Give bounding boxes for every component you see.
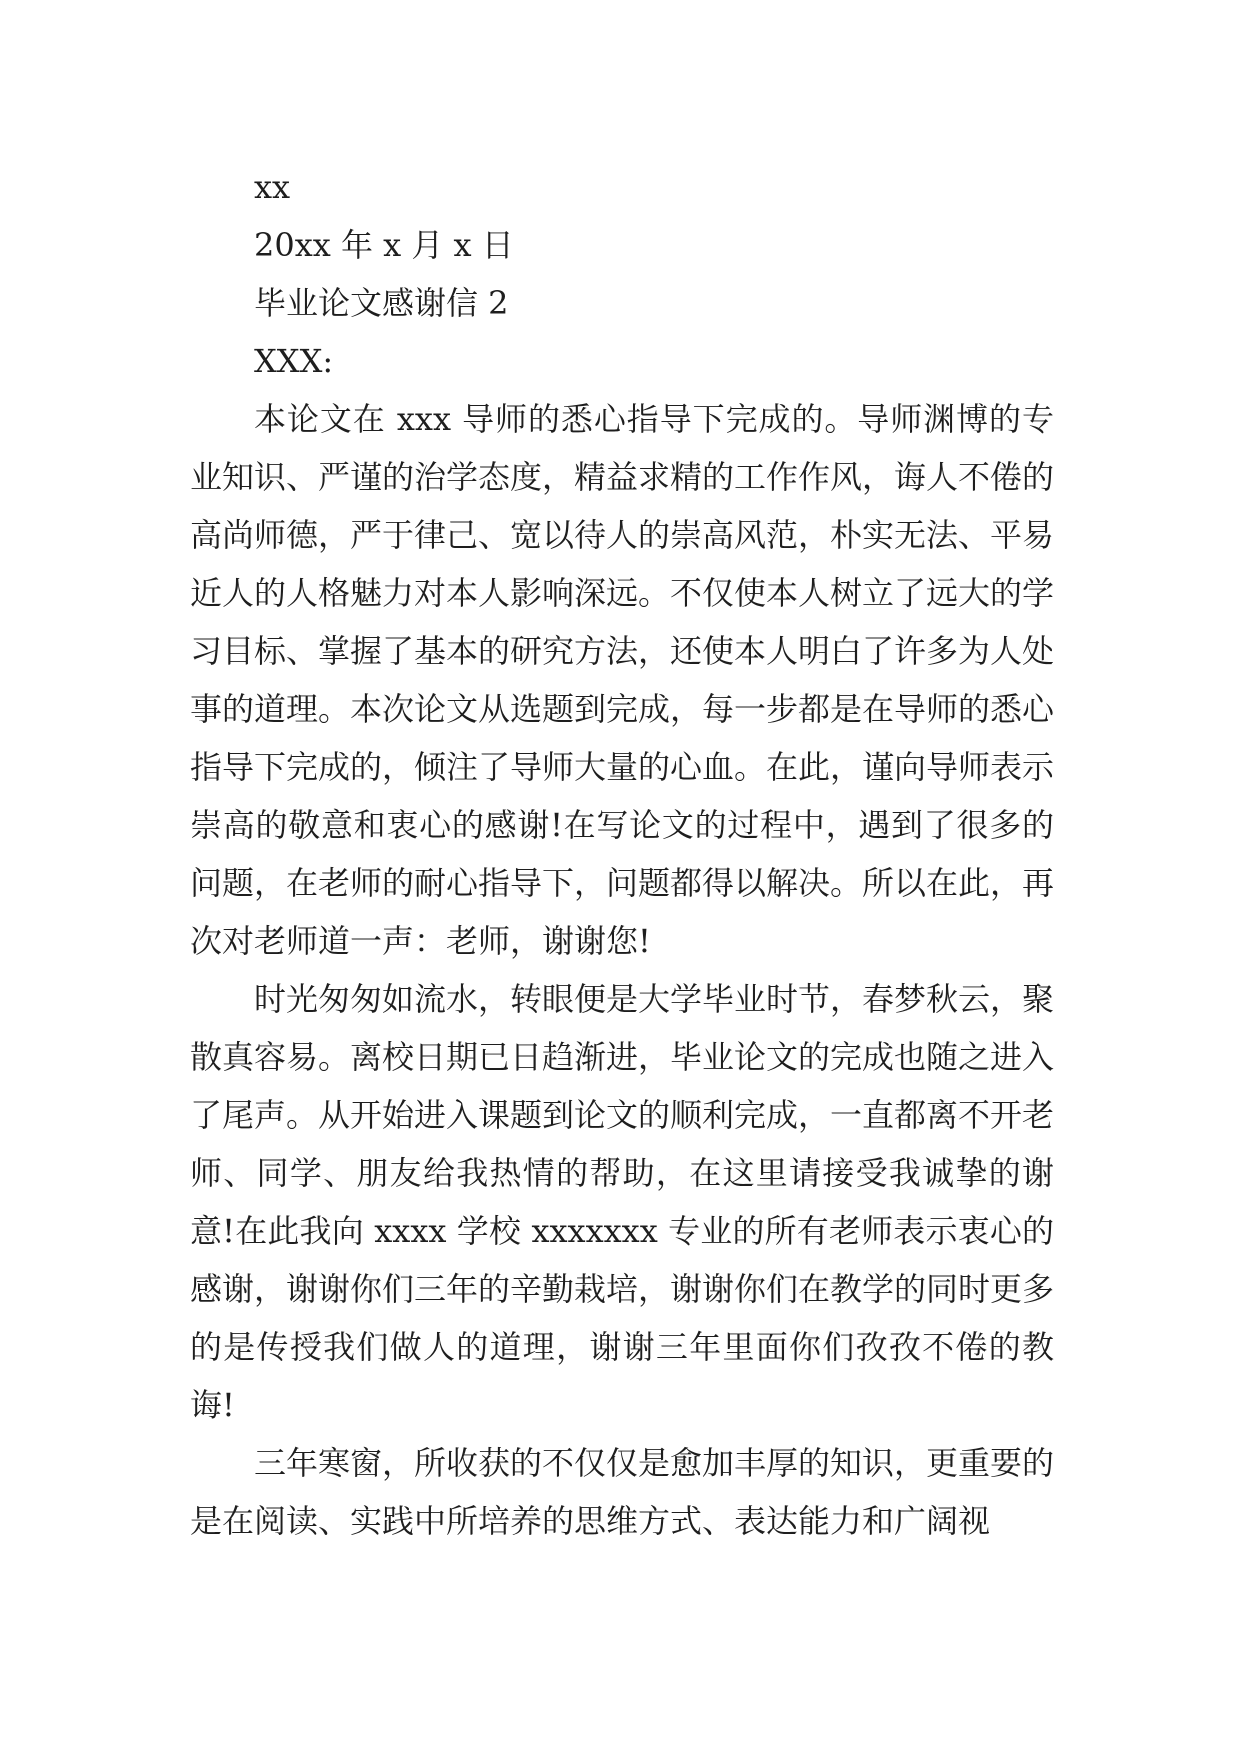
paragraph-3: 三年寒窗，所收获的不仅仅是愈加丰厚的知识，更重要的是在阅读、实践中所培养的思维方式、表达能力和广阔视 [190, 1444, 1055, 1540]
letter-title: 毕业论文感谢信 2 [254, 284, 509, 322]
date-line: 20xx 年 x 月 x 日 [254, 226, 514, 264]
salutation: XXX: [254, 342, 334, 380]
document-body [190, 158, 1054, 1550]
signature-line: xx [254, 168, 291, 206]
paragraph-1: 本论文在 xxx 导师的悉心指导下完成的。导师渊博的专业知识、严谨的治学态度，精益求精的工作作风，诲人不倦的高尚师德，严于律己、宽以待人的崇高风范，朴实无法、平易近人的人格魅力对本人影响深远。不仅使本人树立了远大的学习目标、掌握了基本的研究方法，还使本人明白了许多为人处事的道理。本次论文从选题到完成，每一步都是在导师的悉心指导下完成的，倾注了导师大量的心血。在此，谨向导师表示崇高的敬意和衷心的感谢!在写论文的过程中，遇到了很多的问题，在老师的耐心指导下，问题都得以解决。所以在此，再次对老师道一声：老师，谢谢您! [190, 400, 1055, 960]
paragraph-2: 时光匆匆如流水，转眼便是大学毕业时节，春梦秋云，聚散真容易。离校日期已日趋渐进，毕业论文的完成也随之进入了尾声。从开始进入课题到论文的顺利完成，一直都离不开老师、同学、朋友给我热情的帮助，在这里请接受我诚挚的谢意!在此我向 xxxx 学校 xxxxxxx 专业的所有老师表示衷心的感谢，谢谢你们三年的辛勤栽培，谢谢你们在教学的同时更多的是传授我们做人的道理，谢谢三年里面你们孜孜不倦的教诲! [190, 980, 1055, 1424]
